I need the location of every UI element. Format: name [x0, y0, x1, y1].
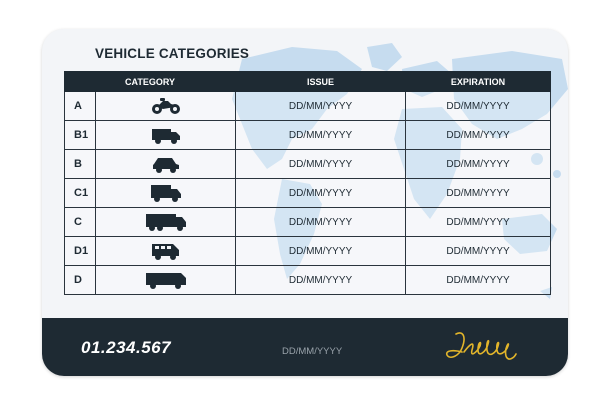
issue-date: DD/MM/YYYY — [236, 237, 406, 266]
motorcycle-icon — [151, 97, 181, 115]
expiration-date: DD/MM/YYYY — [406, 150, 551, 179]
card-footer — [42, 318, 568, 376]
issue-date: DD/MM/YYYY — [236, 208, 406, 237]
minibus-icon — [151, 242, 181, 260]
category-code: D1 — [65, 237, 96, 266]
column-header-issue: ISSUE — [236, 72, 406, 92]
expiration-date: DD/MM/YYYY — [406, 92, 551, 121]
license-number: 01.234.567 — [81, 338, 172, 357]
issue-date: DD/MM/YYYY — [236, 266, 406, 295]
van-icon — [151, 126, 181, 144]
issue-date: DD/MM/YYYY — [236, 150, 406, 179]
footer-date: DD/MM/YYYY — [282, 346, 343, 357]
table-row — [65, 92, 551, 121]
expiration-date: DD/MM/YYYY — [406, 266, 551, 295]
bus-icon — [145, 271, 187, 289]
issue-date: DD/MM/YYYY — [236, 179, 406, 208]
license-card-back — [42, 29, 568, 376]
categories-table — [64, 71, 551, 295]
expiration-date: DD/MM/YYYY — [406, 179, 551, 208]
column-header-category: CATEGORY — [65, 72, 236, 92]
table-row — [65, 121, 551, 150]
issue-date: DD/MM/YYYY — [236, 92, 406, 121]
expiration-date: DD/MM/YYYY — [406, 121, 551, 150]
table-row — [65, 237, 551, 266]
expiration-date: DD/MM/YYYY — [406, 237, 551, 266]
table-row — [65, 266, 551, 295]
car-icon — [151, 155, 181, 173]
category-code: A — [65, 92, 96, 121]
vehicle-categories-title: VEHICLE CATEGORIES — [95, 46, 250, 61]
light-truck-icon — [150, 184, 182, 202]
expiration-date: DD/MM/YYYY — [406, 208, 551, 237]
category-code: C — [65, 208, 96, 237]
category-code: B1 — [65, 121, 96, 150]
column-header-expiration: EXPIRATION — [406, 72, 551, 92]
table-row — [65, 150, 551, 179]
table-row — [65, 208, 551, 237]
category-code: D — [65, 266, 96, 295]
category-code: B — [65, 150, 96, 179]
issue-date: DD/MM/YYYY — [236, 121, 406, 150]
truck-icon — [145, 213, 187, 231]
table-header-row — [65, 72, 551, 92]
signature — [442, 328, 522, 366]
category-code: C1 — [65, 179, 96, 208]
table-row — [65, 179, 551, 208]
